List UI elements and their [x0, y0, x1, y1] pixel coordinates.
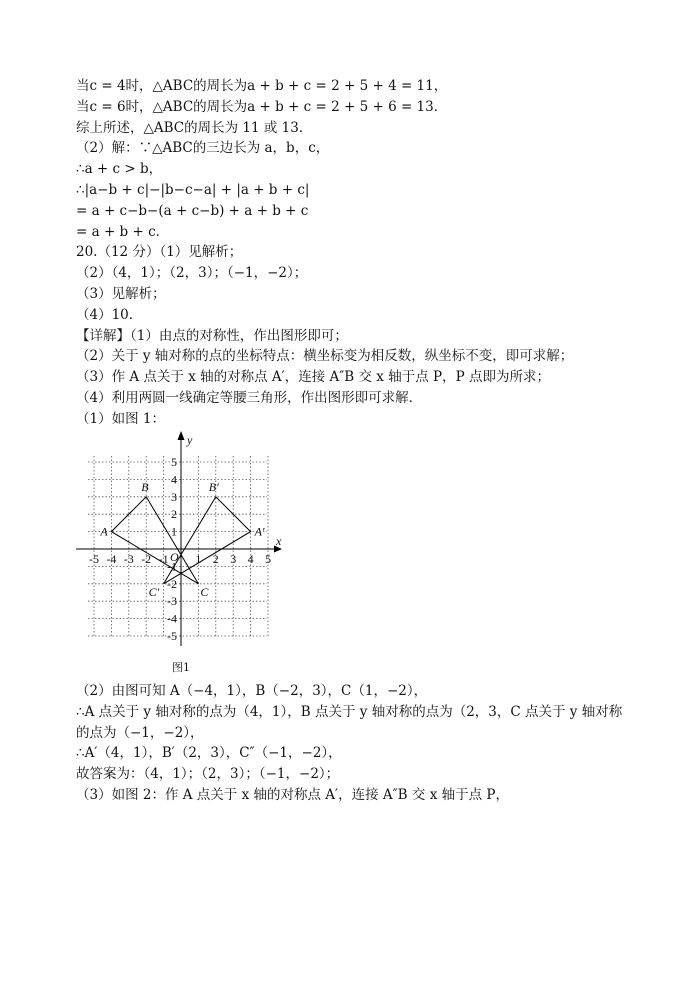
text-line: 故答案为：（4，1）；（2，3）；（−1，−2）；	[76, 766, 340, 783]
y-tick-label: 3	[171, 489, 177, 504]
text-line: ∴a + c > b，	[76, 161, 163, 178]
grid	[88, 456, 268, 637]
text-line: 的点为（−1，−2），	[76, 724, 204, 741]
y-tick-label: 5	[171, 455, 177, 469]
x-tick-label: 3	[230, 552, 237, 566]
point-label: A	[100, 524, 108, 539]
y-tick-label: -3	[167, 594, 177, 609]
text-line: （3）如图 2：作 A 点关于 x 轴的对称点 A′，连接 A″B 交 x 轴于点 P，	[76, 787, 509, 803]
x-tick-label: 1	[195, 552, 202, 566]
y-axis-arrow	[178, 431, 185, 440]
point-label: B′	[208, 479, 219, 494]
text-line: 20.（12 分）（1）见解析；	[76, 244, 243, 261]
text-line: （3）作 A 点关于 x 轴的对称点 A′，连接 A″B 交 x 轴于点 P，P 点即为所求；	[76, 369, 550, 386]
coordinate-figure	[76, 428, 286, 656]
x-tick-label: 4	[247, 552, 254, 566]
text-line: （2）关于 y 轴对称的点的坐标特点：横坐标变为相反数，纵坐标不变，即可求解；	[76, 348, 574, 365]
y-tick-label: 2	[171, 507, 177, 522]
x-tick-label: -2	[141, 552, 152, 566]
point-label: C	[200, 584, 209, 599]
y-tick-label: 4	[171, 472, 177, 487]
point-label: B	[141, 479, 149, 494]
x-tick-label: 5	[265, 552, 271, 566]
origin-label: O	[170, 550, 179, 564]
text-line: （2）由图可知 A（−4，1），B（−2，3），C（1，−2），	[76, 683, 428, 699]
text-line: （4）利用两圆一线确定等腰三角形，作出图形即可求解．	[76, 390, 423, 406]
text-line: （1）如图 1：	[76, 410, 165, 427]
text-line: ∴A′（4，1），B′（2，3），C″（−1，−2），	[76, 745, 342, 762]
text-line: （3）见解析；	[76, 286, 166, 302]
y-axis-label: y	[187, 433, 193, 447]
x-tick-label: -3	[123, 552, 134, 566]
labels	[89, 433, 282, 643]
point-label: A′	[254, 524, 265, 539]
text-line: （2）（4，1）；（2，3）；（−1，−2）；	[76, 265, 308, 282]
x-axis-label: x	[276, 534, 282, 548]
y-tick-label: -5	[167, 629, 177, 643]
text-line: = a + c−b−(a + c−b) + a + b + c	[76, 202, 309, 219]
text-line: 【详解】（1）由点的对称性，作出图形即可；	[76, 327, 348, 344]
text-line: ∴A 点关于 y 轴对称的点为（4，1），B 点关于 y 轴对称的点为（2，3，C 点关于 y 轴对称	[76, 703, 623, 720]
text-line: （2）解：∵△ABC的三边长为 a，b，c，	[76, 140, 330, 157]
x-tick-label: -5	[89, 552, 99, 566]
x-tick-label: -1	[158, 552, 169, 566]
text-line: （4）10．	[76, 306, 143, 323]
y-tick-label: -1	[167, 559, 177, 574]
text-line: 当c = 6时，△ABC的周长为a + b + c = 2 + 5 + 6 = 13．	[76, 98, 448, 115]
x-tick-label: 2	[212, 552, 219, 566]
text-line: 当c = 4时，△ABC的周长为a + b + c = 2 + 5 + 4 = 11，	[76, 78, 448, 94]
y-tick-label: 1	[171, 524, 177, 539]
y-tick-label: -4	[167, 611, 177, 626]
x-tick-label: -4	[106, 552, 117, 566]
text-line: = a + b + c．	[76, 223, 170, 240]
text-line: 综上所述，△ABC的周长为 11 或 13．	[76, 119, 313, 136]
y-tick-label: -2	[167, 576, 177, 591]
figure-caption: 图1	[172, 661, 190, 674]
text-line: ∴|a−b + c|−|b−c−a| + |a + b + c|	[76, 182, 310, 198]
point-label: C′	[148, 584, 160, 599]
